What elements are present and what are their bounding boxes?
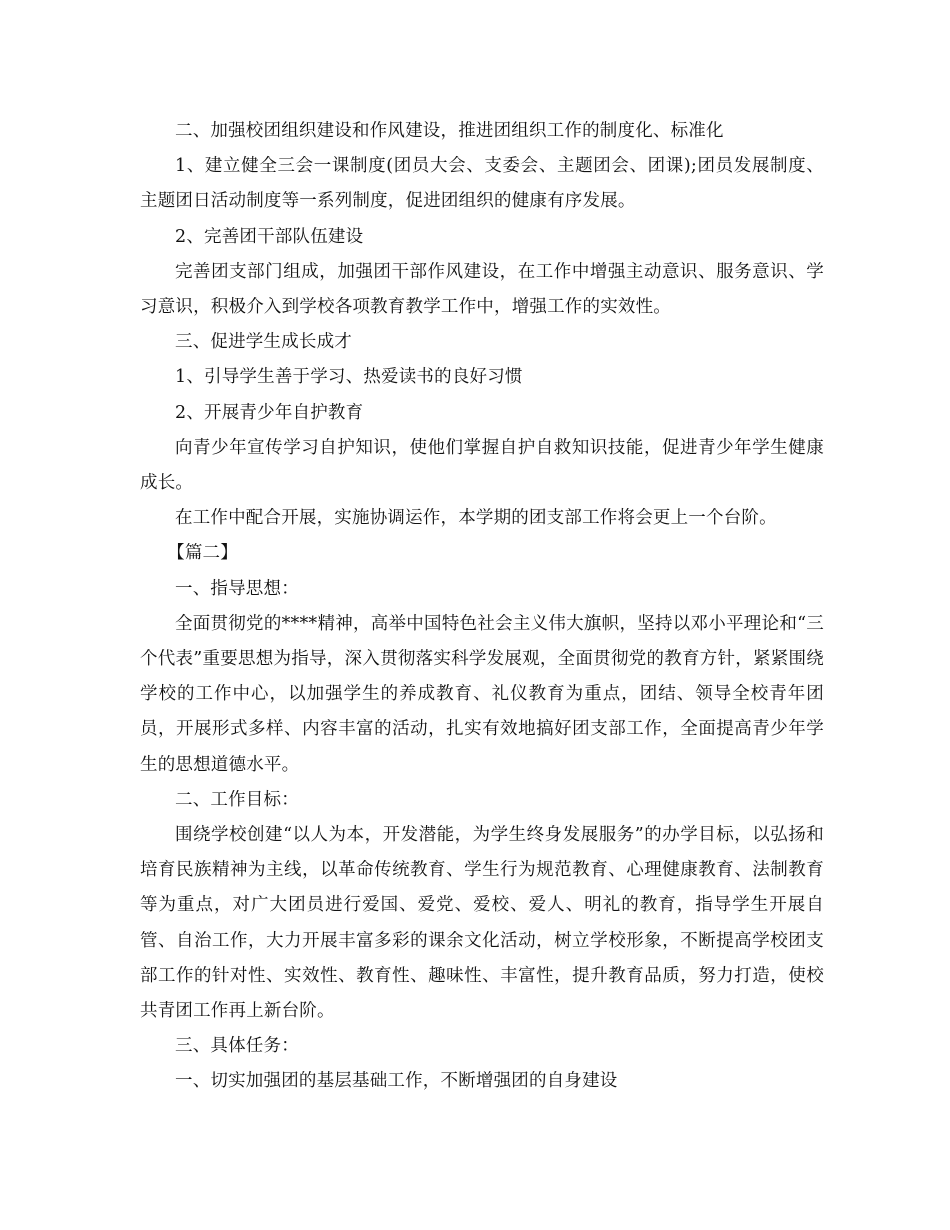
paragraph-work-goals: 围绕学校创建“以人为本，开发潜能，为学生终身发展服务”的办学目标，以弘扬和培育民族精神为主线，以革命传统教育、学生行为规范教育、心理健康教育、法制教育等为重点，对广大团员进行爱国、爱党、爱校、爱人、明礼的教育，指导学生开展自管、自治工作，大力开展丰富多彩的课余文化活动，树立学校形象，不断提高学校团支部工作的针对性、实效性、教育性、趣味性、丰富性，提升教育品质，努力打造，使校共青团工作再上新台阶。 [140, 825, 824, 1022]
paragraph-self-protection: 向青少年宣传学习自护知识，使他们掌握自护自救知识技能，促进青少年学生健康成长。 [140, 437, 824, 494]
subheading-self-protection: 2、开展青少年自护教育 [175, 402, 364, 423]
paragraph-cadre-team: 完善团支部门组成，加强团干部作风建设，在工作中增强主动意识、服务意识、学习意识，积极介入到学校各项教育教学工作中，增强工作的实效性。 [140, 261, 824, 318]
section-heading-specific-tasks: 三、具体任务： [175, 1036, 299, 1057]
subheading-cadre-team: 2、完善团干部队伍建设 [175, 226, 364, 247]
section-heading-work-goals: 二、工作目标： [175, 789, 299, 810]
section-heading-strengthen-organization: 二、加强校团组织建设和作风建设，推进团组织工作的制度化、标准化 [175, 121, 724, 141]
subheading-reading-habits: 1、引导学生善于学习、热爱读书的良好习惯 [175, 367, 523, 388]
section-heading-guiding-ideology: 一、指导思想： [175, 578, 299, 599]
paragraph-three-meetings-system: 1、建立健全三会一课制度(团员大会、支委会、主题团会、团课);团员发展制度、主题团日活动制度等一系列制度，促进团组织的健康有序发展。 [140, 156, 824, 212]
section-heading-student-growth: 三、促进学生成长成才 [175, 332, 352, 353]
part-two-heading: 【篇二】 [167, 543, 238, 564]
paragraph-guiding-ideology: 全面贯彻党的****精神，高举中国特色社会主义伟大旗帜，坚持以邓小平理论和“三个代表”重要思想为指导，深入贯彻落实科学发展观，全面贯彻党的教育方针，紧紧围绕学校的工作中心，以加强学生的养成教育、礼仪教育为重点，团结、领导全校青年团员，开展形式多样、内容丰富的活动，扎实有效地搞好团支部工作，全面提高青少年学生的思想道德水平。 [140, 613, 824, 775]
document-body [140, 114, 824, 1100]
paragraph-closing: 在工作中配合开展，实施协调运作，本学期的团支部工作将会更上一个台阶。 [175, 508, 777, 529]
subheading-grassroots-work: 一、切实加强团的基层基础工作，不断增强团的自身建设 [175, 1071, 618, 1092]
